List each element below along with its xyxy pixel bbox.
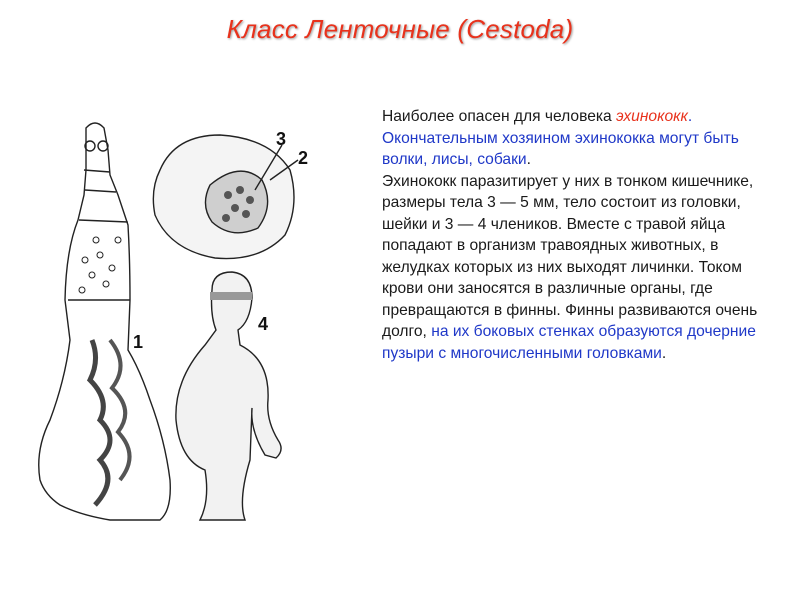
paragraph-1: Наиболее опасен для человека эхинококк. Окончательным хозяином эхинококка могут быть волки, лисы, собаки.: [382, 108, 739, 168]
echinococcus-term: эхинококк: [616, 108, 688, 125]
slide-title: Класс Ленточные (Cestoda): [226, 14, 574, 44]
highlighted-text: на их боковых стенках образуются дочерние пузыри с многочисленными головками: [382, 323, 756, 362]
paragraph-2: Эхинококк паразитирует у них в тонком кишечнике, размеры тела 3 — 5 мм, тело состоит из головки, шейки и 3 — 4 члеников. Вместе с травой яйца попадают в организм травоядных животных, в желудках которых из них выходят личинки. Током крови они заносятся в различные органы, где превращаются в финны. Финны развиваются очень долго, на их боковых стенках образуются дочерние пузыри с многочисленными головками.: [382, 172, 758, 362]
figure-label-3: 3: [276, 129, 287, 149]
figure-label-4: 4: [258, 314, 269, 334]
cyst-organ-drawing: [153, 135, 298, 259]
figure-label-2: 2: [298, 148, 309, 168]
human-figure-drawing: [176, 272, 281, 520]
tapeworm-drawing: [39, 123, 171, 520]
body-text: [382, 106, 777, 364]
figure-label-1: 1: [133, 332, 144, 352]
